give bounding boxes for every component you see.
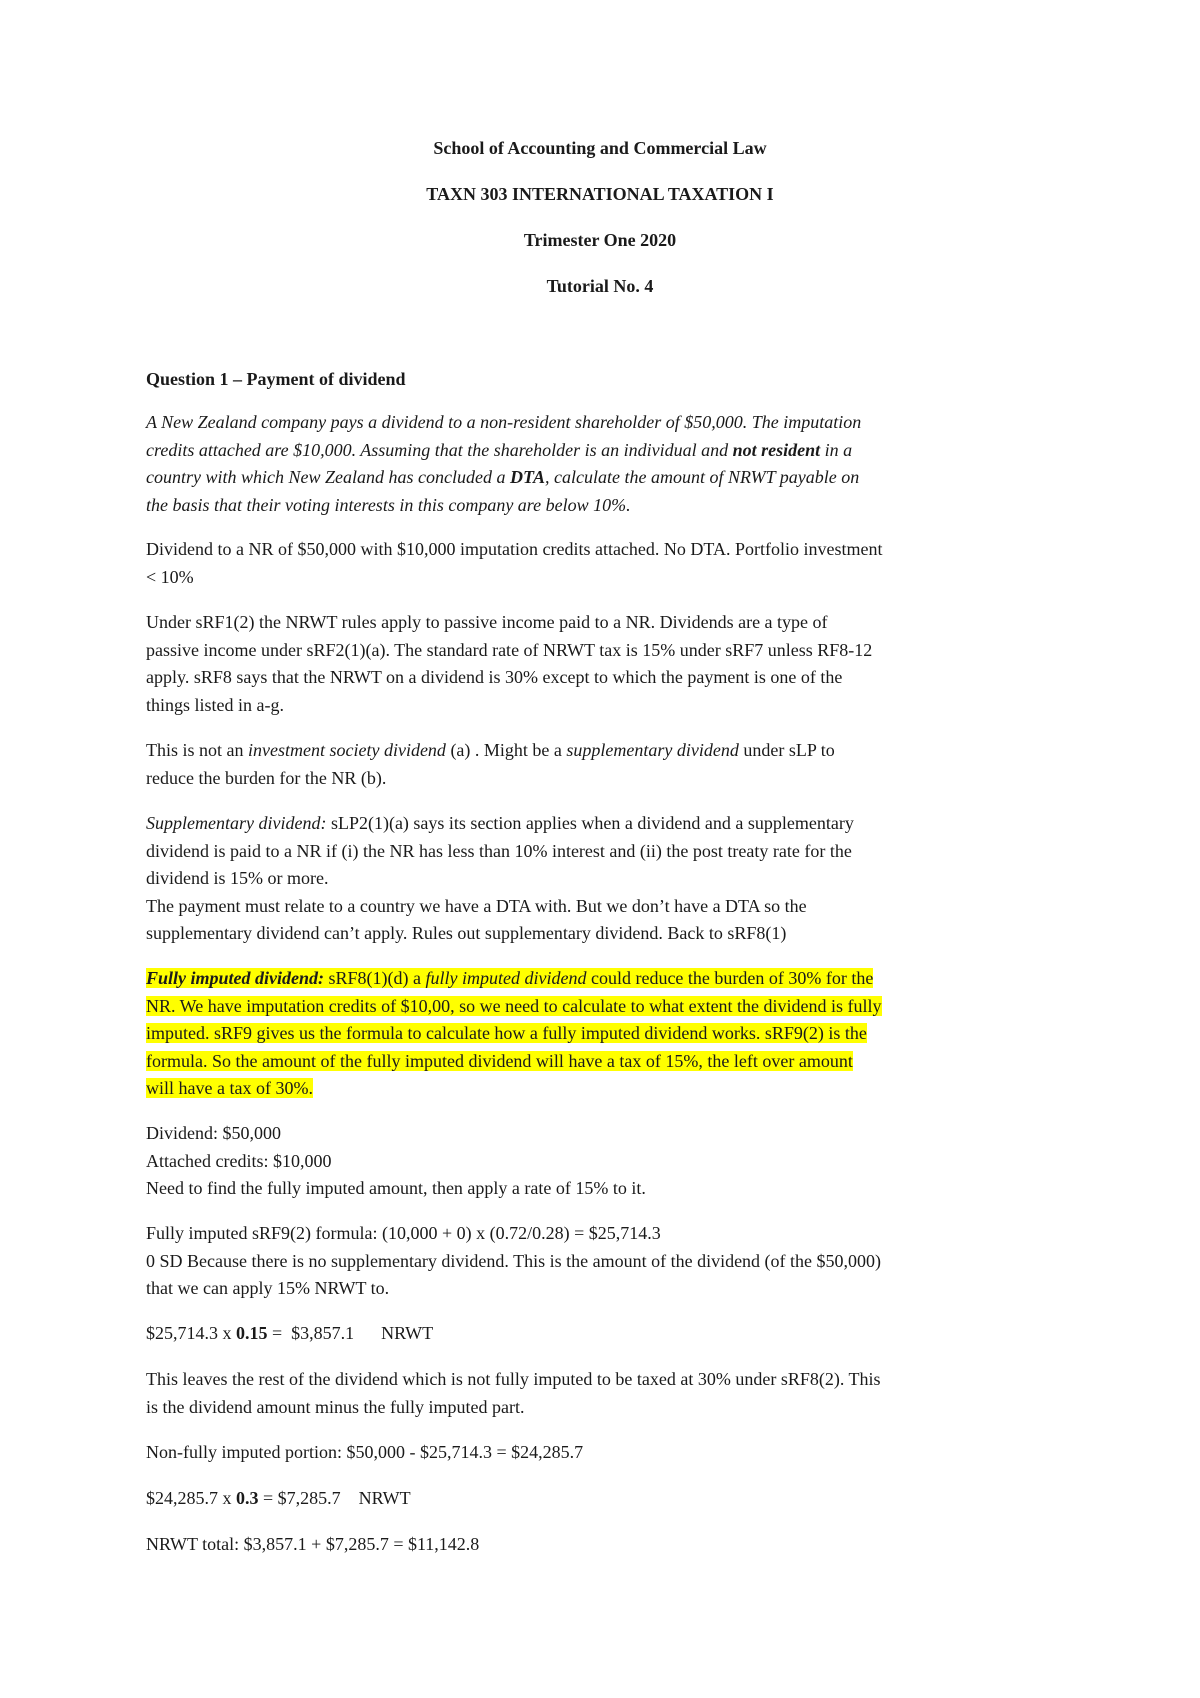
text-span: sLP2(1)(a) says its section applies when a dividend and a supplementary bbox=[326, 813, 854, 833]
italic-term: investment society dividend bbox=[248, 740, 446, 760]
prompt-text: , calculate the amount of NRWT payable on bbox=[544, 467, 860, 487]
prompt-text: country with which New Zealand has concluded a bbox=[146, 467, 510, 487]
text-line bbox=[146, 1485, 1076, 1513]
italic-term: supplementary dividend bbox=[566, 740, 739, 760]
text-line: Dividend: $50,000 bbox=[146, 1123, 281, 1143]
highlight-line bbox=[146, 1020, 1076, 1048]
non-fully-imputed-line: Non-fully imputed portion: $50,000 - $25,714.3 = $24,285.7 bbox=[146, 1442, 584, 1462]
rate-value: 0.3 bbox=[236, 1488, 259, 1508]
prompt-text: credits attached are $10,000. Assuming that the shareholder is an individual and bbox=[146, 439, 733, 460]
highlight-line bbox=[146, 1075, 1076, 1103]
text-line: passive income under sRF2(1)(a). The standard rate of NRWT tax is 15% under sRF7 unless RF8-12 bbox=[146, 639, 873, 660]
text-line: Dividend to a NR of $50,000 with $10,000 imputation credits attached. No DTA. Portfolio investment bbox=[146, 539, 883, 559]
text-span: = $3,857.1 NRWT bbox=[267, 1323, 434, 1343]
text-line bbox=[146, 1320, 1076, 1348]
text-line: is the dividend amount minus the fully imputed part. bbox=[146, 1396, 525, 1417]
prompt-line bbox=[146, 464, 1076, 492]
highlight-span: formula. So the amount of the fully imputed dividend will have a tax of 15%, the left over amount bbox=[146, 1050, 853, 1071]
prompt-line: the basis that their voting interests in this company are below 10%. bbox=[146, 494, 631, 515]
prompt-text: in a bbox=[820, 439, 853, 460]
text-line: dividend is paid to a NR if (i) the NR has less than 10% interest and (ii) the post treaty rate for the bbox=[146, 840, 852, 861]
prompt-emphasis: not resident bbox=[732, 439, 821, 460]
text-span: could reduce the burden of 30% for the bbox=[586, 968, 874, 988]
prompt-line: A New Zealand company pays a dividend to a non-resident shareholder of $50,000. The imputation bbox=[146, 412, 862, 432]
text-span: under sLP to bbox=[738, 740, 835, 760]
text-line: 0 SD Because there is no supplementary dividend. This is the amount of the dividend (of the $50,000) bbox=[146, 1250, 882, 1271]
calculation-15-percent bbox=[146, 1320, 1076, 1348]
text-line: Attached credits: $10,000 bbox=[146, 1150, 332, 1171]
text-span: (a) . Might be a bbox=[445, 740, 567, 760]
question-title: Question 1 – Payment of dividend bbox=[146, 369, 406, 389]
text-line: Need to find the fully imputed amount, then apply a rate of 15% to it. bbox=[146, 1178, 646, 1198]
text-line: apply. sRF8 says that the NRWT on a dividend is 30% except to which the payment is one of the bbox=[146, 667, 843, 687]
highlight-span: NR. We have imputation credits of $10,00, so we need to calculate to what extent the dividend is fully bbox=[146, 995, 882, 1016]
highlight-span: will have a tax of 30%. bbox=[146, 1078, 313, 1098]
text-line: Under sRF1(2) the NRWT rules apply to passive income paid to a NR. Dividends are a type of bbox=[146, 612, 828, 632]
text-line: reduce the burden for the NR (b). bbox=[146, 767, 387, 788]
highlight-line bbox=[146, 993, 1076, 1021]
text-line bbox=[146, 810, 1076, 838]
text-line: that we can apply 15% NRWT to. bbox=[146, 1278, 390, 1298]
summary-paragraph bbox=[146, 536, 1076, 591]
supplementary-paragraph bbox=[146, 810, 1076, 948]
highlight-line bbox=[146, 1048, 1076, 1076]
text-line: This leaves the rest of the dividend which is not fully imputed to be taxed at 30% under sRF8(2). This bbox=[146, 1369, 881, 1389]
bold-italic-term: Fully imputed dividend: bbox=[146, 968, 324, 988]
text-line bbox=[146, 737, 1076, 765]
text-span: sRF8(1)(d) a bbox=[324, 968, 426, 988]
text-line: dividend is 15% or more. bbox=[146, 868, 329, 888]
highlight-span: imputed. sRF9 gives us the formula to calculate how a fully imputed dividend works. sRF9(2) is the bbox=[146, 1023, 867, 1043]
term-heading: Trimester One 2020 bbox=[523, 230, 677, 250]
text-span: = $7,285.7 NRWT bbox=[258, 1488, 411, 1508]
tutorial-heading: Tutorial No. 4 bbox=[546, 276, 654, 296]
course-heading: TAXN 303 INTERNATIONAL TAXATION I bbox=[426, 184, 774, 204]
prompt-emphasis: DTA bbox=[509, 467, 545, 487]
italic-term: fully imputed dividend bbox=[425, 968, 587, 988]
text-span: This is not an bbox=[146, 740, 248, 760]
highlight-span bbox=[146, 968, 873, 988]
text-line: < 10% bbox=[146, 566, 194, 587]
text-span: $24,285.7 x bbox=[146, 1488, 236, 1508]
rules-paragraph bbox=[146, 609, 1076, 719]
formula-paragraph bbox=[146, 1220, 1076, 1303]
highlight-line bbox=[146, 965, 1076, 993]
investment-society-paragraph bbox=[146, 737, 1076, 792]
italic-term: Supplementary dividend: bbox=[146, 813, 327, 833]
calculation-30-percent bbox=[146, 1485, 1076, 1513]
text-line: things listed in a-g. bbox=[146, 694, 284, 715]
text-line: Fully imputed sRF9(2) formula: (10,000 + 0) x (0.72/0.28) = $25,714.3 bbox=[146, 1223, 661, 1243]
question-prompt bbox=[146, 409, 1076, 519]
remainder-paragraph bbox=[146, 1366, 1076, 1421]
rate-value: 0.15 bbox=[236, 1323, 268, 1343]
text-line: The payment must relate to a country we have a DTA with. But we don’t have a DTA so the bbox=[146, 895, 807, 916]
text-span: $25,714.3 x bbox=[146, 1323, 236, 1343]
nrwt-total-line: NRWT total: $3,857.1 + $7,285.7 = $11,142.8 bbox=[146, 1534, 480, 1554]
school-heading: School of Accounting and Commercial Law bbox=[433, 138, 767, 158]
facts-paragraph bbox=[146, 1120, 1076, 1203]
prompt-line bbox=[146, 437, 1076, 465]
fully-imputed-paragraph bbox=[146, 965, 1076, 1103]
text-line: supplementary dividend can’t apply. Rules out supplementary dividend. Back to sRF8(1) bbox=[146, 923, 787, 943]
